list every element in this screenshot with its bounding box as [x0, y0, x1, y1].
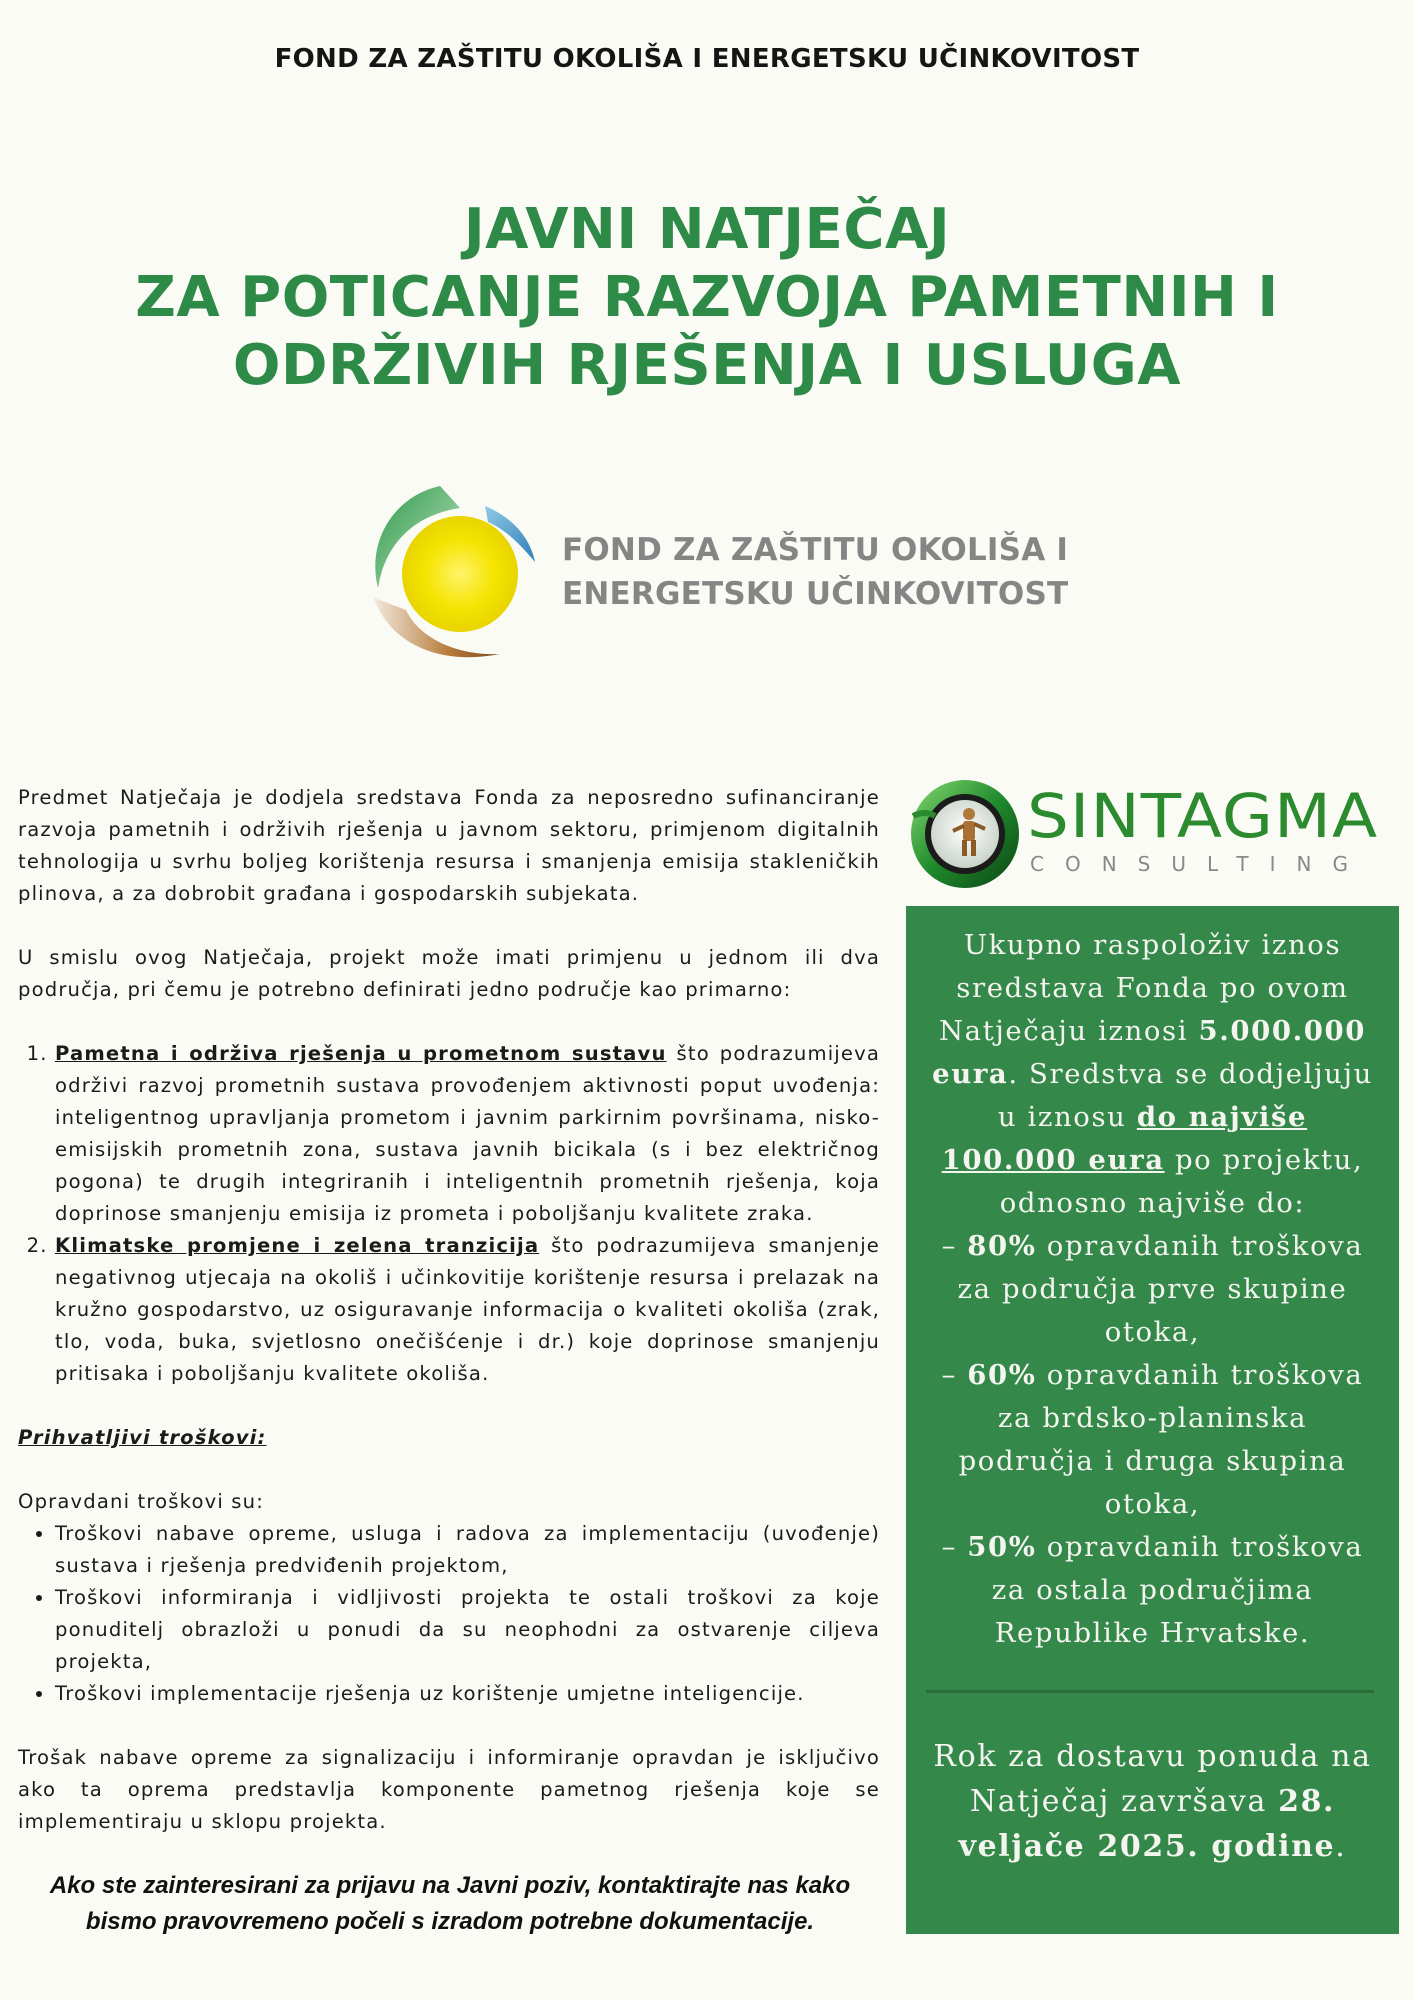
main-content [18, 782, 880, 1838]
closing-note: Ako ste zainteresirani za prijavu na Javni poziv, kontaktirajte nas kako bismo pravovremeno počeli s izradom potrebne dokumentacije. [49, 1872, 851, 1935]
org-header: FOND ZA ZAŠTITU OKOLIŠA I ENERGETSKU UČINKOVITOST [274, 44, 1140, 74]
area-item [55, 1230, 880, 1390]
funding-text: po projektu, odnosno najviše do: [999, 1144, 1364, 1219]
fund-logo [360, 470, 1069, 670]
intro-paragraph: Predmet Natječaja je dodjela sredstava Fonda za neposredno sufinanciranje razvoja pametnih i održivih rješenja u javnom sektoru, primjenom digitalnih tehnologija u svrhu boljeg korištenja resursa i smanjenja emisija stakleničkih plinova, a za dobrobit građana i gospodarskih subjekata. [18, 786, 880, 905]
title-line-3: ODRŽIVIH RJEŠENJA I USLUGA [232, 333, 1182, 398]
rate-dash: – [941, 1359, 968, 1391]
deadline-end: . [1335, 1829, 1347, 1864]
rate-dash: – [941, 1230, 968, 1262]
max-amount: do najviše 100.000 eura [941, 1101, 1308, 1176]
areas-list [18, 1038, 880, 1390]
divider [926, 1690, 1374, 1693]
funding-details [926, 924, 1379, 1655]
fund-logo-icon [360, 470, 560, 670]
total-amount: 5.000.000 eura [932, 1015, 1366, 1090]
rate-dash: – [941, 1531, 968, 1563]
sintagma-sub: CONSULTING [1030, 852, 1369, 876]
area-item [55, 1038, 880, 1230]
fund-logo-line-2: ENERGETSKU UČINKOVITOST [562, 576, 1069, 612]
funding-text: . Sredstva se dodjeljuju u iznosu [997, 1058, 1373, 1133]
scope-paragraph: U smislu ovog Natječaja, projekt može imati primjenu u jednom ili dva područja, pri čemu je potrebno definirati jedno područje kao primarno: [18, 946, 880, 1001]
signal-note: Trošak nabave opreme za signalizaciju i informiranje opravdan je isključivo ako ta oprema predstavlja komponente pametnog rješenja koje se implementiraju u sklopu projekta. [18, 1746, 880, 1833]
rate-text: opravdanih troškova za brdsko-planinska područja i druga skupina otoka, [958, 1359, 1364, 1520]
deadline-text [926, 1734, 1379, 1869]
cost-item: • Troškovi informiranja i vidljivosti projekta te ostali troškovi za koje ponuditelj obrazloži u ponudi da su neophodni za ostvarenje ciljeva projekta, [55, 1582, 880, 1678]
costs-intro: Opravdani troškovi su: [18, 1490, 264, 1513]
costs-list [18, 1518, 880, 1710]
fund-logo-line-1: FOND ZA ZAŠTITU OKOLIŠA I [562, 532, 1069, 568]
page-title [40, 196, 1374, 400]
rate-percent: 50% [967, 1531, 1037, 1563]
fund-logo-text [562, 528, 1068, 616]
rate-text: opravdanih troškova za ostala područjima Republike Hrvatske. [991, 1531, 1364, 1649]
funding-box [906, 906, 1399, 1934]
rate-percent: 60% [967, 1359, 1037, 1391]
title-line-1: JAVNI NATJEČAJ [463, 197, 951, 262]
cost-item: • Troškovi implementacije rješenja uz korištenje umjetne inteligencije. [55, 1678, 880, 1710]
deadline-date: 28. veljače 2025. godine [958, 1784, 1336, 1864]
sintagma-emblem-icon [905, 776, 1023, 892]
area-title: Pametna i održiva rješenja u prometnom sustavu [55, 1042, 667, 1065]
sintagma-name: SINTAGMA [1027, 781, 1379, 852]
area-text: što podrazumijeva smanjenje negativnog utjecaja na okoliš i učinkovitije korištenje resursa i prelazak na kružno gospodarstvo, uz osiguravanje informacija o kvaliteti okoliša (zrak, tlo, voda, buka, svjetlosno onečišćenje i dr.) koje doprinose smanjenju pritisaka i poboljšanju kvalitete okoliša. [55, 1234, 880, 1385]
cost-item: • Troškovi nabave opreme, usluga i radova za implementaciju (uvođenje) sustava i rješenja predviđenih projektom, [55, 1518, 880, 1582]
title-line-2: ZA POTICANJE RAZVOJA PAMETNIH I [135, 265, 1279, 330]
costs-heading: Prihvatljivi troškovi: [18, 1426, 267, 1449]
rate-text: opravdanih troškova za područja prve skupine otoka, [957, 1230, 1364, 1348]
sintagma-logo [905, 776, 1405, 896]
funding-text: Ukupno raspoloživ iznos sredstava Fonda po ovom Natječaju iznosi [939, 929, 1349, 1047]
area-title: Klimatske promjene i zelena tranzicija [55, 1234, 540, 1257]
deadline-label: Rok za dostavu ponuda na Natječaj završava [933, 1739, 1372, 1819]
area-text: što podrazumijeva održivi razvoj prometnih sustava provođenjem aktivnosti poput uvođenja: inteligentnog upravljanja prometom i javnim parkirnim površinama, nisko-emisijskih prometnih zona, sustava javnih bicikala (s i bez električnog pogona) te drugih integriranih i inteligentnih prometnih rješenja, koja doprinose smanjenju emisija iz prometa i poboljšanju kvalitete zraka. [55, 1042, 880, 1225]
rate-percent: 80% [967, 1230, 1037, 1262]
